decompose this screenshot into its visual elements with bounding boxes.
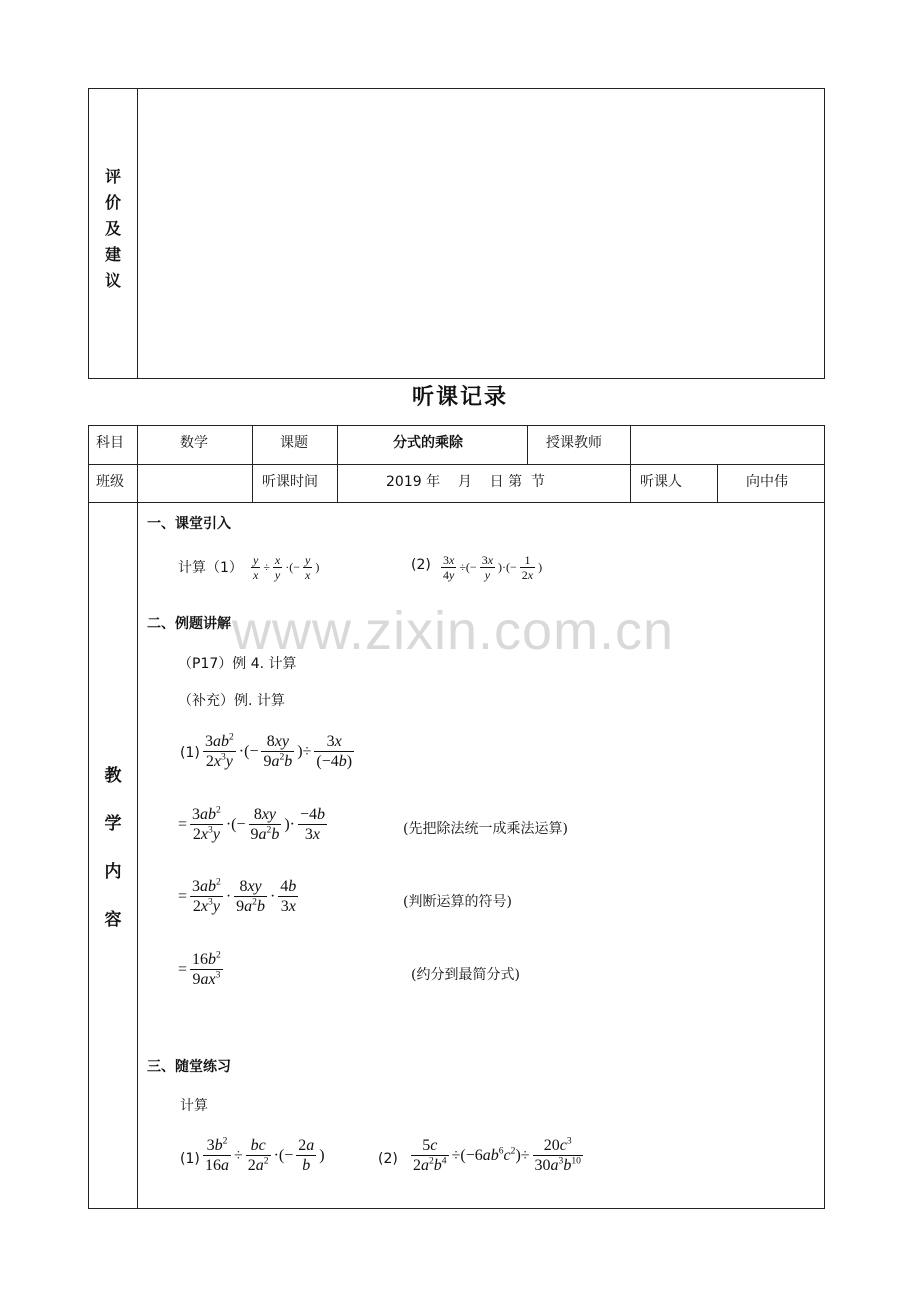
practice1-expression: $\frac{3b^2}{16a}$ ÷ $\frac{bc}{2a^2}$ ·(− $\frac{2a}{b}$ ): [205, 1135, 325, 1175]
practice2-label: (2): [378, 1151, 398, 1167]
teacher-label: 授课教师: [546, 435, 602, 451]
time-label: 听课时间: [262, 474, 318, 490]
step4-note: (约分到最简分式): [411, 967, 520, 983]
intro-item2-label: (2): [411, 557, 431, 573]
listener-label: 听课人: [640, 474, 682, 490]
topic-value: 分式的乘除: [393, 435, 463, 451]
topic-label: 课题: [280, 435, 308, 451]
practice2-expression: $\frac{5c}{2a^2b^4}$ $\div(-6ab^6c^2)\div$ $\frac{20c^3}{30a^3b^{10}}$: [413, 1135, 581, 1175]
supplement-example: （补充）例. 计算: [178, 693, 285, 709]
subject-label: 科目: [96, 435, 124, 451]
example1-label: (1): [180, 745, 200, 761]
section-heading-intro: 一、课堂引入: [147, 516, 231, 532]
intro-expression-1: $\frac{y}{x}$ ÷ $\frac{x}{y}$ ·(− $\frac{y}{x}$ ): [253, 553, 320, 583]
section-heading-examples: 二、例题讲解: [147, 616, 231, 632]
class-label: 班级: [96, 474, 124, 490]
watermark: www.zixin.com.cn: [232, 601, 675, 661]
intro-expression-2: $\frac{3x}{4y}$ ÷(− $\frac{3x}{y}$ )·(− $\frac{1}{2x}$ ): [443, 553, 543, 583]
subject-value: 数学: [180, 435, 208, 451]
time-value: 2019 年 月 日 第 节: [386, 474, 546, 490]
step3-note: (判断运算的符号): [403, 894, 512, 910]
evaluation-label: 评 价 及 建 议: [104, 167, 121, 290]
listener-value: 向中伟: [746, 474, 788, 490]
step3-expression: = $\frac{3ab^2}{2x^3y}$ · $\frac{8xy}{9a^2b}$ · $\frac{4b}{3x}$: [178, 876, 297, 916]
section-heading-practice: 三、随堂练习: [147, 1059, 231, 1075]
intro-calc-label: 计算（1）: [178, 560, 243, 576]
step4-expression: = $\frac{16b^2}{9ax^3}$: [178, 949, 221, 989]
practice1-label: (1): [180, 1151, 200, 1167]
practice-calc-label: 计算: [180, 1098, 208, 1114]
step2-expression: = $\frac{3ab^2}{2x^3y}$ ·(− $\frac{8xy}{9a^2b}$ )· $\frac{-4b}{3x}$: [178, 804, 325, 844]
content-label: 教 学 内 容: [104, 766, 122, 930]
page-title: 听课记录: [411, 385, 508, 410]
step2-note: (先把除法统一成乘法运算): [403, 821, 568, 837]
example1-expression: $\frac{3ab^2}{2x^3y}$ ·(− $\frac{8xy}{9a^2b}$ )÷ $\frac{3x}{(-4b)}$: [205, 731, 353, 771]
example-reference: （P17）例 4. 计算: [178, 656, 297, 672]
